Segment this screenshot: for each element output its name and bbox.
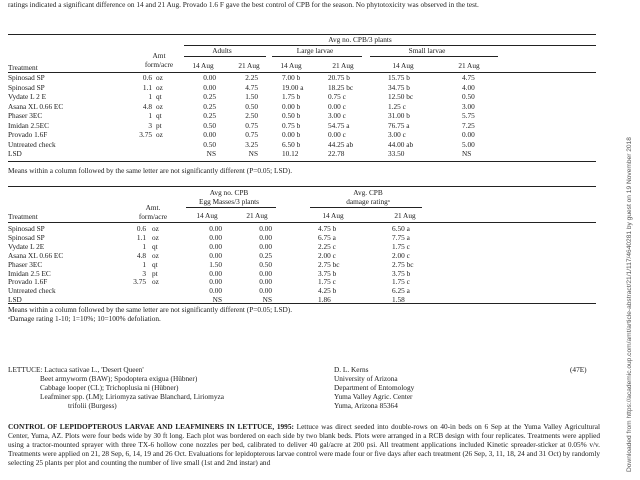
- table1-r7-small-14: 3.00 c: [388, 130, 406, 140]
- table2-r1-treatment: Spinosad SP: [8, 224, 45, 233]
- table1-r6-large-21: 54.75 a: [328, 120, 350, 130]
- table1-r3-adults-21: 1.50: [245, 92, 258, 102]
- table1-header-rule: [8, 72, 596, 73]
- table2-r1-damage-21: 6.50 a: [392, 224, 410, 233]
- table1-r1-adults-21: 2.25: [245, 73, 258, 82]
- table2-r4-egg-14: 0.00: [209, 250, 222, 260]
- intro-paragraph: ratings indicated a significant difference on 14 and 21 Aug. Provado 1.6 F gave the best control of CPB for the season. No phytotoxicity was observed in the test.: [8, 0, 479, 9]
- table2-r3-unit: qt: [152, 241, 158, 251]
- table2-r5-amt: 1: [142, 259, 146, 269]
- table2-col-amt-2: form/acre: [138, 212, 168, 221]
- table2-r1-damage-14: 4.75 b: [318, 224, 337, 233]
- table1-group-large-larvae: Large larvae: [296, 46, 334, 55]
- lettuce-pest-2: Cabbage looper (CL); Trichoplusia ni (Hübner): [40, 383, 179, 392]
- table2-r5-damage-21: 2.75 bc: [392, 259, 414, 269]
- lettuce-pest-1: Beet armyworm (BAW); Spodoptera exigua (Hübner): [40, 374, 198, 383]
- lettuce-author-2: University of Arizona: [334, 374, 398, 383]
- table2-r2-damage-14: 6.75 a: [318, 232, 336, 242]
- table2-r8-egg-21: 0.00: [259, 286, 272, 296]
- table2-r9-egg-14: NS: [212, 295, 222, 305]
- table2-group2-line2: damage ratingᵃ: [346, 197, 390, 206]
- lettuce-body-text: Lettuce was direct seeded into double-rows on 40-in beds on 6 Sep at the Yuma Valley Agricultural Center, Yuma, AZ. Plots were four beds wide by 30 ft long. Each plot was bordered on each side by two blank beds. Plots were arranged in a RCB design with four replicates. Treatments were applied using a tractor-mounted sprayer with three TX-6 hollow cone nozzles per bed, calibrated to deliver 40 gal/acre at 200 psi. All treatment applications included Kinetic spreader-sticker at 0.05% v/v. Treatments were applied on 21, 28 Sep, 6, 14, 19 and 26 Oct. Evaluations for lepidopterous larvae control were made four or five days after each treatment (26 Sep, 3, 11, 18, 24 and 31 Oct) by randomly selecting 25 plants per plot and counting the number of live small (1st and 2nd instar) and: [8, 422, 600, 467]
- table2-r4-treatment: Asana XL 0.66 EC: [8, 250, 64, 260]
- table2-r6-egg-14: 0.00: [209, 268, 222, 278]
- table1-r3-amt: 1: [148, 92, 152, 102]
- lettuce-pest-4: trifolii (Burgess): [68, 401, 117, 410]
- table1-r1-small-14: 15.75 b: [388, 73, 410, 82]
- table1-r2-adults-14: 0.00: [203, 82, 216, 92]
- table1-group-adults: Adults: [212, 46, 232, 55]
- lettuce-report-number: (47E): [570, 365, 587, 374]
- table1-r1-small-21: 4.75: [462, 73, 475, 82]
- table2-r6-damage-21: 3.75 b: [392, 268, 411, 278]
- table2-r2-amt: 1.1: [136, 232, 146, 242]
- table1-r3-large-21: 0.75 c: [328, 92, 346, 102]
- table1-col-amt-1: Amt: [152, 51, 166, 60]
- table1-col-treatment: Treatment: [8, 63, 38, 72]
- table1-group-rule-small: [370, 56, 498, 57]
- table1-r3-small-21: 0.50: [462, 92, 475, 102]
- table1-r8-adults-21: 3.25: [245, 139, 258, 149]
- table2-r7-unit: oz: [152, 277, 159, 287]
- table2-r9-damage-21: 1.58: [392, 295, 405, 305]
- table1-r4-unit: oz: [156, 101, 163, 111]
- table1-r9-treatment: LSD: [8, 149, 22, 159]
- table2-r3-egg-14: 0.00: [209, 241, 222, 251]
- table2-r6-damage-14: 3.75 b: [318, 268, 337, 278]
- table1-r2-treatment: Spinosad SP: [8, 82, 45, 92]
- table2-r5-treatment: Phaser 3EC: [8, 259, 43, 269]
- lettuce-author-5: Yuma, Arizona 85364: [334, 401, 398, 410]
- lettuce-crop: LETTUCE: Lactuca sativae L., 'Desert Queen': [8, 365, 144, 374]
- table2-r3-treatment: Vydate L 2E: [8, 241, 45, 251]
- table2-col-amt-1: Amt.: [145, 203, 161, 212]
- table2-r7-amt: 3.75: [133, 277, 146, 287]
- lettuce-author-3: Department of Entomology: [334, 383, 415, 392]
- table1-r5-small-14: 31.00 b: [388, 111, 410, 121]
- table2-r1-egg-14: 0.00: [209, 224, 222, 233]
- table1-r5-treatment: Phaser 3EC: [8, 111, 43, 121]
- table2-r5-egg-14: 1.50: [209, 259, 222, 269]
- table2-top-rule: [8, 186, 596, 187]
- download-watermark: [624, 4, 638, 474]
- table1-col-amt-2: form/acre: [144, 60, 174, 69]
- table1-r3-large-14: 1.75 b: [282, 92, 301, 102]
- table1-group-rule-adults: [184, 56, 266, 57]
- table1-r5-adults-14: 0.25: [203, 111, 216, 121]
- table2-r2-unit: oz: [152, 232, 159, 242]
- table1-r1-unit: oz: [156, 73, 163, 82]
- table2-r4-unit: oz: [152, 250, 159, 260]
- table2-r7-egg-14: 0.00: [209, 277, 222, 287]
- table1-r5-large-21: 3.00 c: [328, 111, 346, 121]
- table2-r5-damage-14: 2.75 bc: [318, 259, 340, 269]
- lettuce-pest-3: Leafminer spp. (LM); Liriomyza sativae Blanchard, Liriomyza: [40, 392, 224, 401]
- table2-group2-rule: [310, 207, 422, 208]
- table1-r4-large-14: 0.00 b: [282, 101, 301, 111]
- table1-r4-small-21: 3.00: [462, 101, 475, 111]
- table2-r9-damage-14: 1.86: [318, 295, 331, 305]
- lettuce-body: [8, 422, 600, 467]
- table1-r4-adults-14: 0.25: [203, 101, 216, 111]
- table1-r9-large-21: 22.78: [328, 149, 345, 159]
- table1-super-title: Avg no. CPB/3 plants: [328, 35, 392, 44]
- table2-r7-egg-21: 0.00: [259, 277, 272, 287]
- table1-r6-treatment: Imidan 2.5EC: [8, 120, 49, 130]
- table2-r2-egg-14: 0.00: [209, 232, 222, 242]
- table1-r5-unit: qt: [156, 111, 162, 121]
- table1-r2-large-21: 18.25 bc: [328, 82, 354, 92]
- table1-r1-adults-14: 0.00: [203, 73, 216, 82]
- table2-r1-amt: 0.6: [136, 224, 146, 233]
- table1-r9-small-14: 33.50: [388, 149, 405, 159]
- table1-r7-small-21: 0.00: [462, 130, 475, 140]
- table2-r8-damage-14: 4.25 b: [318, 286, 337, 296]
- table1-r2-small-21: 4.00: [462, 82, 475, 92]
- table1-r3-treatment: Vydate L 2 E: [8, 92, 47, 102]
- table1-r6-amt: 3: [148, 120, 152, 130]
- download-watermark-text: Downloaded from https://academic.oup.com/amt/article-abstract/21/1/117/4640281 by guest on 19 November 2018: [626, 137, 633, 472]
- table2-r5-egg-21: 0.50: [259, 259, 272, 269]
- table1-r7-large-21: 0.00 c: [328, 130, 346, 140]
- table1-r6-small-14: 76.75 a: [388, 120, 410, 130]
- lettuce-title: CONTROL OF LEPIDOPTEROUS LARVAE AND LEAFMINERS IN LETTUCE, 1995:: [8, 422, 294, 431]
- table2-r7-damage-21: 1.75 c: [392, 277, 410, 287]
- table2-r2-treatment: Spinosad SP: [8, 232, 45, 242]
- table2-r8-damage-21: 6.25 a: [392, 286, 410, 296]
- table2-r6-egg-21: 0.00: [259, 268, 272, 278]
- table2-r3-egg-21: 0.00: [259, 241, 272, 251]
- table2-r8-egg-14: 0.00: [209, 286, 222, 296]
- table2-r1-unit: oz: [152, 224, 159, 233]
- table1-date-3: 14 Aug: [280, 61, 302, 70]
- table1-r9-adults-21: NS: [248, 149, 258, 159]
- table2-header-rule: [8, 222, 596, 223]
- table2-r6-unit: pt: [152, 268, 158, 278]
- lettuce-author-1: D. L. Kerns: [334, 365, 369, 374]
- table1-group-small-larvae: Small larvae: [408, 46, 446, 55]
- table2-r3-damage-21: 1.75 c: [392, 241, 410, 251]
- table1-r4-adults-21: 0.50: [245, 101, 258, 111]
- table2-date-1: 14 Aug: [196, 211, 218, 220]
- table1-r1-amt: 0.6: [142, 73, 152, 82]
- table1-r3-unit: qt: [156, 92, 162, 102]
- table2-bottom-rule: [8, 303, 596, 304]
- table1-r2-small-14: 34.75 b: [388, 82, 410, 92]
- table1-r7-amt: 3.75: [139, 130, 152, 140]
- table2-r4-egg-21: 0.25: [259, 250, 272, 260]
- table1-r8-large-14: 6.50 b: [282, 139, 301, 149]
- table1-r7-unit: oz: [156, 130, 163, 140]
- table2-date-4: 21 Aug: [394, 211, 416, 220]
- table1-r4-large-21: 0.00 c: [328, 101, 346, 111]
- table1-r6-unit: pt: [156, 120, 162, 130]
- table2-group2-line1: Avg. CPB: [353, 188, 383, 197]
- table2-date-2: 21 Aug: [246, 211, 268, 220]
- table1-date-1: 14 Aug: [192, 61, 214, 70]
- table2-group1-line2: Egg Masses/3 plants: [199, 197, 259, 206]
- table1-group-rule-large: [272, 56, 362, 57]
- table1-r8-adults-14: 0.50: [203, 139, 216, 149]
- table1-r9-small-21: NS: [462, 149, 472, 159]
- table2-r9-treatment: LSD: [8, 295, 22, 305]
- table1-r6-adults-14: 0.50: [203, 120, 216, 130]
- table1-r7-adults-21: 0.75: [245, 130, 258, 140]
- table2-r7-treatment: Provado 1.6F: [8, 277, 48, 287]
- table2-r2-egg-21: 0.00: [259, 232, 272, 242]
- table1-r9-large-14: 10.12: [282, 149, 299, 159]
- table2-r8-treatment: Untreated check: [8, 286, 56, 296]
- table2-date-3: 14 Aug: [322, 211, 344, 220]
- table2-r1-egg-21: 0.00: [259, 224, 272, 233]
- table1-r4-amt: 4.8: [142, 101, 152, 111]
- table1-r6-large-14: 0.75 b: [282, 120, 301, 130]
- table1-r9-adults-14: NS: [206, 149, 216, 159]
- table2-r4-damage-14: 2.00 c: [318, 250, 336, 260]
- table1-r1-treatment: Spinosad SP: [8, 73, 45, 82]
- table2-r4-amt: 4.8: [136, 250, 146, 260]
- table2-r5-unit: qt: [152, 259, 158, 269]
- table2-group1-rule: [186, 207, 276, 208]
- table1-r8-small-14: 44.00 ab: [388, 139, 414, 149]
- table2-group1-line1: Avg no. CPB: [209, 188, 249, 197]
- table1-r2-unit: oz: [156, 82, 163, 92]
- table1-footnote: Means within a column followed by the same letter are not significantly different (P=0.05; LSD).: [8, 166, 293, 175]
- table2-r3-damage-14: 2.25 c: [318, 241, 336, 251]
- table1-r7-treatment: Provado 1.6F: [8, 130, 48, 140]
- table1-r5-small-21: 5.75: [462, 111, 475, 121]
- table1-bottom-rule: [8, 161, 596, 162]
- table1-r8-small-21: 5.00: [462, 139, 475, 149]
- table1-r3-small-14: 12.50 bc: [388, 92, 414, 102]
- table2-r2-damage-21: 7.75 a: [392, 232, 410, 242]
- table1-r4-small-14: 1.25 c: [388, 101, 406, 111]
- table2-r3-amt: 1: [142, 241, 146, 251]
- table2-r4-damage-21: 2.00 c: [392, 250, 410, 260]
- table1-r5-adults-21: 2.50: [245, 111, 258, 121]
- table1-r2-large-14: 19.00 a: [282, 82, 304, 92]
- table2-col-treatment: Treatment: [8, 212, 38, 221]
- table2-r9-egg-21: NS: [262, 295, 272, 305]
- table2-r6-treatment: Imidan 2.5 EC: [8, 268, 51, 278]
- table1-date-5: 14 Aug: [392, 61, 414, 70]
- table1-r6-small-21: 7.25: [462, 120, 475, 130]
- table1-date-2: 21 Aug: [238, 61, 260, 70]
- table1-r2-adults-21: 4.75: [245, 82, 258, 92]
- table1-r7-large-14: 0.00 b: [282, 130, 301, 140]
- table1-r8-treatment: Untreated check: [8, 139, 56, 149]
- table1-r4-treatment: Asana XL 0.66 EC: [8, 101, 64, 111]
- table1-r3-adults-14: 0.25: [203, 92, 216, 102]
- table2-r6-amt: 3: [142, 268, 146, 278]
- table1-r5-large-14: 0.50 b: [282, 111, 301, 121]
- table1-r2-amt: 1.1: [142, 82, 152, 92]
- table1-r6-adults-21: 0.75: [245, 120, 258, 130]
- table2-footnote-1: Means within a column followed by the same letter are not significantly different (P=0.05; LSD).: [8, 305, 293, 314]
- lettuce-author-4: Yuma Valley Agric. Center: [334, 392, 413, 401]
- table1-r1-large-14: 7.00 b: [282, 73, 301, 82]
- table1-r7-adults-14: 0.00: [203, 130, 216, 140]
- table1-date-4: 21 Aug: [332, 61, 354, 70]
- table1-r5-amt: 1: [148, 111, 152, 121]
- table1-r1-large-21: 20.75 b: [328, 73, 350, 82]
- table2-r7-damage-14: 1.75 c: [318, 277, 336, 287]
- table1-date-6: 21 Aug: [458, 61, 480, 70]
- table1-r8-large-21: 44.25 ab: [328, 139, 354, 149]
- table2-footnote-2: ᵃDamage rating 1-10; 1=10%; 10=100% defoliation.: [8, 314, 161, 323]
